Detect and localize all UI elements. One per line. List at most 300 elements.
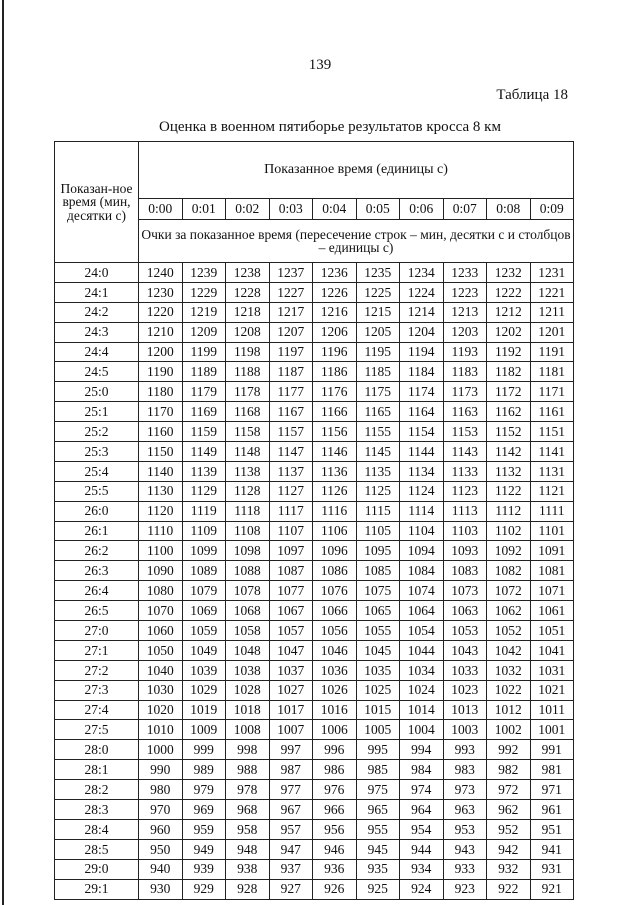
- points-cell: 1196: [313, 342, 357, 362]
- seconds-header-cell: 0:02: [226, 199, 270, 220]
- table-row: [55, 780, 574, 800]
- table-row: [55, 481, 574, 501]
- points-cell: 944: [400, 839, 444, 859]
- points-cell: 1187: [269, 362, 313, 382]
- points-cell: 1023: [443, 680, 487, 700]
- points-cell: 1050: [139, 640, 183, 660]
- table-row: [55, 660, 574, 680]
- points-cell: 1073: [443, 581, 487, 601]
- points-cell: 1075: [356, 581, 400, 601]
- points-cell: 1085: [356, 561, 400, 581]
- table-row: [55, 760, 574, 780]
- points-cell: 1142: [487, 442, 531, 462]
- points-cell: 971: [530, 780, 574, 800]
- points-cell: 957: [269, 819, 313, 839]
- points-cell: 938: [226, 859, 270, 879]
- points-cell: 1174: [400, 382, 444, 402]
- points-cell: 1038: [226, 660, 270, 680]
- table-row: [55, 720, 574, 740]
- points-cell: 1032: [487, 660, 531, 680]
- points-cell: 1180: [139, 382, 183, 402]
- points-cell: 1144: [400, 442, 444, 462]
- points-cell: 1015: [356, 700, 400, 720]
- points-cell: 1147: [269, 442, 313, 462]
- points-cell: 1046: [313, 640, 357, 660]
- time-label-cell: 24:5: [55, 362, 139, 382]
- points-cell: 1033: [443, 660, 487, 680]
- table-row: [55, 839, 574, 859]
- points-cell: 1012: [487, 700, 531, 720]
- points-cell: 1053: [443, 621, 487, 641]
- points-cell: 935: [356, 859, 400, 879]
- points-cell: 1093: [443, 541, 487, 561]
- points-cell: 985: [356, 760, 400, 780]
- points-cell: 1056: [313, 621, 357, 641]
- points-cell: 1138: [226, 461, 270, 481]
- points-cell: 1240: [139, 263, 183, 283]
- points-cell: 1071: [530, 581, 574, 601]
- points-cell: 1192: [487, 342, 531, 362]
- points-cell: 1057: [269, 621, 313, 641]
- points-cell: 1107: [269, 521, 313, 541]
- points-cell: 1118: [226, 501, 270, 521]
- points-cell: 1219: [182, 302, 226, 322]
- seconds-header-cell: 0:05: [356, 199, 400, 220]
- points-cell: 1081: [530, 561, 574, 581]
- points-cell: 925: [356, 879, 400, 899]
- points-cell: 1166: [313, 402, 357, 422]
- points-cell: 1064: [400, 601, 444, 621]
- points-cell: 1165: [356, 402, 400, 422]
- points-cell: 1216: [313, 302, 357, 322]
- points-cell: 979: [182, 780, 226, 800]
- points-cell: 1068: [226, 601, 270, 621]
- points-cell: 1176: [313, 382, 357, 402]
- points-cell: 1076: [313, 581, 357, 601]
- points-cell: 1022: [487, 680, 531, 700]
- points-cell: 1149: [182, 442, 226, 462]
- points-cell: 1082: [487, 561, 531, 581]
- points-cell: 954: [400, 819, 444, 839]
- seconds-header-cell: 0:06: [400, 199, 444, 220]
- seconds-header-cell: 0:00: [139, 199, 183, 220]
- time-label-cell: 28:5: [55, 839, 139, 859]
- points-cell: 1212: [487, 302, 531, 322]
- points-cell: 922: [487, 879, 531, 899]
- points-cell: 1101: [530, 521, 574, 541]
- points-cell: 1136: [313, 461, 357, 481]
- points-cell: 1084: [400, 561, 444, 581]
- points-cell: 1036: [313, 660, 357, 680]
- points-cell: 1103: [443, 521, 487, 541]
- points-cell: 1080: [139, 581, 183, 601]
- points-cell: 941: [530, 839, 574, 859]
- points-cell: 952: [487, 819, 531, 839]
- points-cell: 1218: [226, 302, 270, 322]
- points-cell: 1210: [139, 322, 183, 342]
- points-cell: 1079: [182, 581, 226, 601]
- points-cell: 951: [530, 819, 574, 839]
- time-label-cell: 29:0: [55, 859, 139, 879]
- points-cell: 1013: [443, 700, 487, 720]
- points-cell: 1132: [487, 461, 531, 481]
- points-cell: 1006: [313, 720, 357, 740]
- table-row: [55, 282, 574, 302]
- points-cell: 1092: [487, 541, 531, 561]
- table-row: [55, 800, 574, 820]
- time-label-cell: 27:1: [55, 640, 139, 660]
- points-cell: 1214: [400, 302, 444, 322]
- points-cell: 977: [269, 780, 313, 800]
- points-cell: 1194: [400, 342, 444, 362]
- points-cell: 1027: [269, 680, 313, 700]
- points-cell: 1239: [182, 263, 226, 283]
- points-cell: 1237: [269, 263, 313, 283]
- points-cell: 948: [226, 839, 270, 859]
- points-cell: 1202: [487, 322, 531, 342]
- points-cell: 1114: [400, 501, 444, 521]
- points-cell: 1005: [356, 720, 400, 740]
- points-cell: 1126: [313, 481, 357, 501]
- points-cell: 924: [400, 879, 444, 899]
- points-cell: 1175: [356, 382, 400, 402]
- points-cell: 1232: [487, 263, 531, 283]
- points-cell: 1160: [139, 422, 183, 442]
- points-cell: 1152: [487, 422, 531, 442]
- points-cell: 1168: [226, 402, 270, 422]
- points-cell: 1155: [356, 422, 400, 442]
- points-cell: 1211: [530, 302, 574, 322]
- points-cell: 1047: [269, 640, 313, 660]
- points-cell: 1007: [269, 720, 313, 740]
- table-title: Оценка в военном пятиборье результатов кросса 8 км: [159, 119, 501, 135]
- points-cell: 1061: [530, 601, 574, 621]
- points-cell: 990: [139, 760, 183, 780]
- points-cell: 1235: [356, 263, 400, 283]
- time-label-cell: 24:3: [55, 322, 139, 342]
- table-row: [55, 362, 574, 382]
- points-cell: 1108: [226, 521, 270, 541]
- page-number: 139: [308, 57, 332, 73]
- points-cell: 1213: [443, 302, 487, 322]
- table-row: [55, 879, 574, 899]
- points-cell: 1099: [182, 541, 226, 561]
- points-cell: 1111: [530, 501, 574, 521]
- seconds-header-cell: 0:04: [313, 199, 357, 220]
- points-cell: 974: [400, 780, 444, 800]
- points-cell: 1088: [226, 561, 270, 581]
- points-cell: 930: [139, 879, 183, 899]
- points-cell: 1078: [226, 581, 270, 601]
- time-label-cell: 26:4: [55, 581, 139, 601]
- points-cell: 1054: [400, 621, 444, 641]
- points-cell: 1042: [487, 640, 531, 660]
- points-cell: 1129: [182, 481, 226, 501]
- points-cell: 1197: [269, 342, 313, 362]
- points-cell: 1201: [530, 322, 574, 342]
- points-cell: 1065: [356, 601, 400, 621]
- seconds-header-cell: 0:09: [530, 199, 574, 220]
- points-cell: 1089: [182, 561, 226, 581]
- time-label-cell: 25:3: [55, 442, 139, 462]
- points-cell: 992: [487, 740, 531, 760]
- points-cell: 1109: [182, 521, 226, 541]
- time-label-cell: 24:2: [55, 302, 139, 322]
- points-cell: 981: [530, 760, 574, 780]
- table-row: [55, 561, 574, 581]
- points-cell: 933: [443, 859, 487, 879]
- time-label-cell: 26:3: [55, 561, 139, 581]
- points-cell: 1190: [139, 362, 183, 382]
- column-group-header: Показанное время (единицы с): [139, 142, 574, 199]
- points-cell: 1001: [530, 720, 574, 740]
- points-cell: 961: [530, 800, 574, 820]
- table-row: [55, 819, 574, 839]
- points-cell: 1002: [487, 720, 531, 740]
- points-cell: 1016: [313, 700, 357, 720]
- time-label-cell: 28:2: [55, 780, 139, 800]
- time-label-cell: 24:1: [55, 282, 139, 302]
- points-cell: 1189: [182, 362, 226, 382]
- points-cell: 1087: [269, 561, 313, 581]
- points-cell: 1151: [530, 422, 574, 442]
- points-cell: 1227: [269, 282, 313, 302]
- points-cell: 959: [182, 819, 226, 839]
- points-cell: 1228: [226, 282, 270, 302]
- points-cell: 1134: [400, 461, 444, 481]
- points-cell: 980: [139, 780, 183, 800]
- points-cell: 1209: [182, 322, 226, 342]
- points-cell: 1173: [443, 382, 487, 402]
- points-cell: 970: [139, 800, 183, 820]
- points-cell: 963: [443, 800, 487, 820]
- points-cell: 1024: [400, 680, 444, 700]
- table-row: [55, 302, 574, 322]
- points-cell: 1121: [530, 481, 574, 501]
- time-label-cell: 28:4: [55, 819, 139, 839]
- points-cell: 1154: [400, 422, 444, 442]
- table-row: [55, 859, 574, 879]
- points-cell: 1019: [182, 700, 226, 720]
- points-cell: 1179: [182, 382, 226, 402]
- points-cell: 1043: [443, 640, 487, 660]
- points-cell: 932: [487, 859, 531, 879]
- points-cell: 1051: [530, 621, 574, 641]
- points-cell: 1157: [269, 422, 313, 442]
- points-cell: 1048: [226, 640, 270, 660]
- points-cell: 1063: [443, 601, 487, 621]
- points-cell: 958: [226, 819, 270, 839]
- points-cell: 1021: [530, 680, 574, 700]
- points-cell: 1145: [356, 442, 400, 462]
- points-cell: 989: [182, 760, 226, 780]
- points-cell: 1004: [400, 720, 444, 740]
- time-label-cell: 24:0: [55, 263, 139, 283]
- table-body: [55, 263, 574, 900]
- points-cell: 1164: [400, 402, 444, 422]
- points-cell: 1074: [400, 581, 444, 601]
- points-caption: Очки за показанное время (пересечение строк – мин, десятки с и столбцов – единицы с): [139, 220, 574, 263]
- points-cell: 1011: [530, 700, 574, 720]
- score-table: [54, 141, 574, 900]
- points-cell: 1140: [139, 461, 183, 481]
- points-cell: 1193: [443, 342, 487, 362]
- time-label-cell: 26:1: [55, 521, 139, 541]
- points-cell: 1070: [139, 601, 183, 621]
- points-cell: 1172: [487, 382, 531, 402]
- points-cell: 991: [530, 740, 574, 760]
- time-label-cell: 24:4: [55, 342, 139, 362]
- points-cell: 940: [139, 859, 183, 879]
- points-cell: 1153: [443, 422, 487, 442]
- points-cell: 1098: [226, 541, 270, 561]
- points-cell: 988: [226, 760, 270, 780]
- points-cell: 1131: [530, 461, 574, 481]
- points-cell: 942: [487, 839, 531, 859]
- points-cell: 1122: [487, 481, 531, 501]
- points-cell: 1170: [139, 402, 183, 422]
- points-cell: 1158: [226, 422, 270, 442]
- points-cell: 923: [443, 879, 487, 899]
- points-cell: 1191: [530, 342, 574, 362]
- points-cell: 1177: [269, 382, 313, 402]
- points-cell: 929: [182, 879, 226, 899]
- table-row: [55, 680, 574, 700]
- points-cell: 1104: [400, 521, 444, 541]
- points-cell: 934: [400, 859, 444, 879]
- points-cell: 1141: [530, 442, 574, 462]
- points-cell: 1130: [139, 481, 183, 501]
- points-cell: 1035: [356, 660, 400, 680]
- points-cell: 1106: [313, 521, 357, 541]
- points-cell: 1003: [443, 720, 487, 740]
- time-label-cell: 25:0: [55, 382, 139, 402]
- points-cell: 1105: [356, 521, 400, 541]
- time-label-cell: 26:5: [55, 601, 139, 621]
- points-cell: 1171: [530, 382, 574, 402]
- table-row: [55, 461, 574, 481]
- points-cell: 1008: [226, 720, 270, 740]
- points-cell: 1009: [182, 720, 226, 740]
- points-cell: 945: [356, 839, 400, 859]
- points-cell: 1066: [313, 601, 357, 621]
- points-cell: 1207: [269, 322, 313, 342]
- points-cell: 1120: [139, 501, 183, 521]
- points-cell: 1133: [443, 461, 487, 481]
- points-cell: 1060: [139, 621, 183, 641]
- points-cell: 1146: [313, 442, 357, 462]
- points-cell: 1150: [139, 442, 183, 462]
- points-cell: 1231: [530, 263, 574, 283]
- points-cell: 1000: [139, 740, 183, 760]
- points-cell: 1195: [356, 342, 400, 362]
- points-cell: 1094: [400, 541, 444, 561]
- points-cell: 955: [356, 819, 400, 839]
- points-cell: 1055: [356, 621, 400, 641]
- points-cell: 1230: [139, 282, 183, 302]
- points-cell: 1049: [182, 640, 226, 660]
- points-cell: 1018: [226, 700, 270, 720]
- points-cell: 1143: [443, 442, 487, 462]
- points-cell: 1086: [313, 561, 357, 581]
- table-row: [55, 541, 574, 561]
- points-cell: 984: [400, 760, 444, 780]
- points-cell: 1139: [182, 461, 226, 481]
- points-cell: 1034: [400, 660, 444, 680]
- table-row: [55, 382, 574, 402]
- points-cell: 998: [226, 740, 270, 760]
- points-cell: 1182: [487, 362, 531, 382]
- table-row: [55, 501, 574, 521]
- points-cell: 1096: [313, 541, 357, 561]
- points-cell: 1110: [139, 521, 183, 541]
- points-cell: 1052: [487, 621, 531, 641]
- points-cell: 1026: [313, 680, 357, 700]
- points-cell: 1161: [530, 402, 574, 422]
- time-label-cell: 27:4: [55, 700, 139, 720]
- time-label-cell: 28:1: [55, 760, 139, 780]
- table-row: [55, 521, 574, 541]
- points-cell: 1215: [356, 302, 400, 322]
- points-cell: 986: [313, 760, 357, 780]
- table-row: [55, 322, 574, 342]
- points-cell: 1217: [269, 302, 313, 322]
- points-cell: 1091: [530, 541, 574, 561]
- points-cell: 997: [269, 740, 313, 760]
- points-cell: 1014: [400, 700, 444, 720]
- points-cell: 1029: [182, 680, 226, 700]
- time-label-cell: 27:5: [55, 720, 139, 740]
- points-cell: 1203: [443, 322, 487, 342]
- points-cell: 1123: [443, 481, 487, 501]
- points-cell: 964: [400, 800, 444, 820]
- points-cell: 1058: [226, 621, 270, 641]
- points-cell: 1117: [269, 501, 313, 521]
- table-row: [55, 700, 574, 720]
- points-cell: 1156: [313, 422, 357, 442]
- points-cell: 1010: [139, 720, 183, 740]
- table-row: [55, 581, 574, 601]
- points-cell: 1233: [443, 263, 487, 283]
- seconds-header-cell: 0:03: [269, 199, 313, 220]
- points-cell: 1185: [356, 362, 400, 382]
- points-cell: 1095: [356, 541, 400, 561]
- points-cell: 960: [139, 819, 183, 839]
- points-cell: 1223: [443, 282, 487, 302]
- row-header: Показан-ное время (мин, десятки с): [55, 142, 139, 263]
- points-cell: 1059: [182, 621, 226, 641]
- points-cell: 983: [443, 760, 487, 780]
- points-cell: 1159: [182, 422, 226, 442]
- points-cell: 1044: [400, 640, 444, 660]
- points-cell: 1186: [313, 362, 357, 382]
- points-cell: 975: [356, 780, 400, 800]
- points-cell: 1017: [269, 700, 313, 720]
- points-cell: 928: [226, 879, 270, 899]
- time-label-cell: 25:4: [55, 461, 139, 481]
- points-cell: 994: [400, 740, 444, 760]
- points-cell: 1200: [139, 342, 183, 362]
- points-cell: 1124: [400, 481, 444, 501]
- points-cell: 1045: [356, 640, 400, 660]
- points-cell: 1083: [443, 561, 487, 581]
- points-cell: 1188: [226, 362, 270, 382]
- points-cell: 1041: [530, 640, 574, 660]
- points-cell: 1162: [487, 402, 531, 422]
- points-cell: 969: [182, 800, 226, 820]
- points-cell: 1183: [443, 362, 487, 382]
- points-cell: 927: [269, 879, 313, 899]
